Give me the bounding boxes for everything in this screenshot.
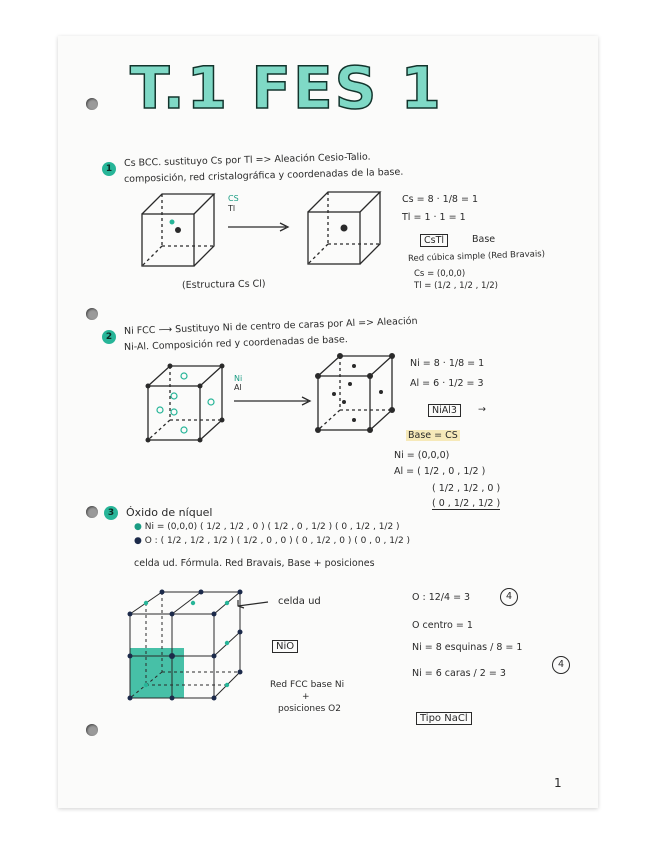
position-cs: Cs = (0,0,0) xyxy=(414,269,466,279)
o-centro: O centro = 1 xyxy=(412,620,473,631)
positions-o2-note: posiciones O2 xyxy=(278,704,341,714)
calc-ni: Ni = 8 · 1/8 = 1 xyxy=(410,358,485,369)
formula-box: NiAl3 xyxy=(428,404,461,417)
red-fcc-note: Red FCC base Ni xyxy=(270,680,345,690)
position-al: ( 0 , 1/2 , 1/2 ) xyxy=(432,498,501,509)
result-circle: 4 xyxy=(500,588,518,606)
calc-tl: Tl = 1 · 1 = 1 xyxy=(402,212,466,223)
arrow-icon: → xyxy=(478,404,486,415)
label-al: Al xyxy=(234,383,242,392)
position-tl: Tl = (1/2 , 1/2 , 1/2) xyxy=(414,281,498,291)
cscl-cube-diagram xyxy=(302,184,392,276)
section2-line1: Ni FCC ⟶ Sustituyo Ni de centro de caras por Al => Aleación xyxy=(123,315,418,337)
calc-cs: Cs = 8 · 1/8 = 1 xyxy=(402,194,479,205)
section2-line2: Ni-Al. Composición red y coordenadas de base. xyxy=(123,334,348,353)
arrow-icon xyxy=(228,222,292,232)
bcc-cube-diagram xyxy=(136,186,226,278)
fcc-cube-diagram xyxy=(144,360,228,448)
binder-hole xyxy=(86,506,98,518)
section1-line2: composición, red cristalográfica y coordenadas de la base. xyxy=(123,166,404,185)
binder-hole xyxy=(86,308,98,320)
o-positions: ● O : ( 1/2 , 1/2 , 1/2 ) ( 1/2 , 0 , 0 ) ( 0 , 1/2 , 0 ) ( 0 , 0 , 1/2 ) xyxy=(134,536,411,546)
position-al: Al = ( 1/2 , 0 , 1/2 ) xyxy=(394,466,486,477)
label-tl: Tl xyxy=(228,204,236,213)
red-bravais-note: Red cúbica simple (Red Bravais) xyxy=(407,249,546,264)
calc-al: Al = 6 · 1/2 = 3 xyxy=(410,378,484,389)
binder-hole xyxy=(86,724,98,736)
formula-box: NiO xyxy=(272,640,298,653)
ni-positions: ● Ni = (0,0,0) ( 1/2 , 1/2 , 0 ) ( 1/2 , 0 , 1/2 ) ( 0 , 1/2 , 1/2 ) xyxy=(134,522,400,532)
calc-ni-corners: Ni = 8 esquinas / 8 = 1 xyxy=(412,642,523,653)
base-label: Base = CS xyxy=(408,430,458,441)
section-number-badge: 3 xyxy=(104,506,118,520)
plus-sign: + xyxy=(302,692,310,702)
binder-hole xyxy=(86,98,98,110)
base-label: Base xyxy=(472,234,496,245)
nio-unit-cell-diagram xyxy=(124,588,254,708)
position-ni: Ni = (0,0,0) xyxy=(394,450,450,461)
section3-line3: celda ud. Fórmula. Red Bravais, Base + posiciones xyxy=(134,558,375,569)
label-ni: Ni xyxy=(234,374,243,383)
formula-box: CsTl xyxy=(420,234,448,247)
page-number: 1 xyxy=(554,776,562,790)
calc-o: O : 12/4 = 3 xyxy=(412,592,471,603)
section3-heading: Óxido de níquel xyxy=(126,506,213,519)
section-number-badge: 1 xyxy=(102,162,116,176)
calc-ni-faces: Ni = 6 caras / 2 = 3 xyxy=(412,668,506,679)
arrow-icon xyxy=(234,396,314,406)
label-cs: CS xyxy=(228,194,239,203)
tipo-box: Tipo NaCl xyxy=(416,712,472,725)
result-circle: 4 xyxy=(552,656,570,674)
nial3-cube-diagram xyxy=(314,350,398,438)
position-al: ( 1/2 , 1/2 , 0 ) xyxy=(432,483,501,494)
celda-label: celda ud xyxy=(278,596,321,607)
notebook-page xyxy=(58,36,598,808)
page-title: T.1 FES 1 xyxy=(130,54,443,122)
section1-line1: Cs BCC. sustituyo Cs por Tl => Aleación Cesio-Talio. xyxy=(123,151,371,169)
arrow-icon xyxy=(238,596,274,610)
section-number-badge: 2 xyxy=(102,330,116,344)
structure-caption: (Estructura Cs Cl) xyxy=(181,278,266,291)
